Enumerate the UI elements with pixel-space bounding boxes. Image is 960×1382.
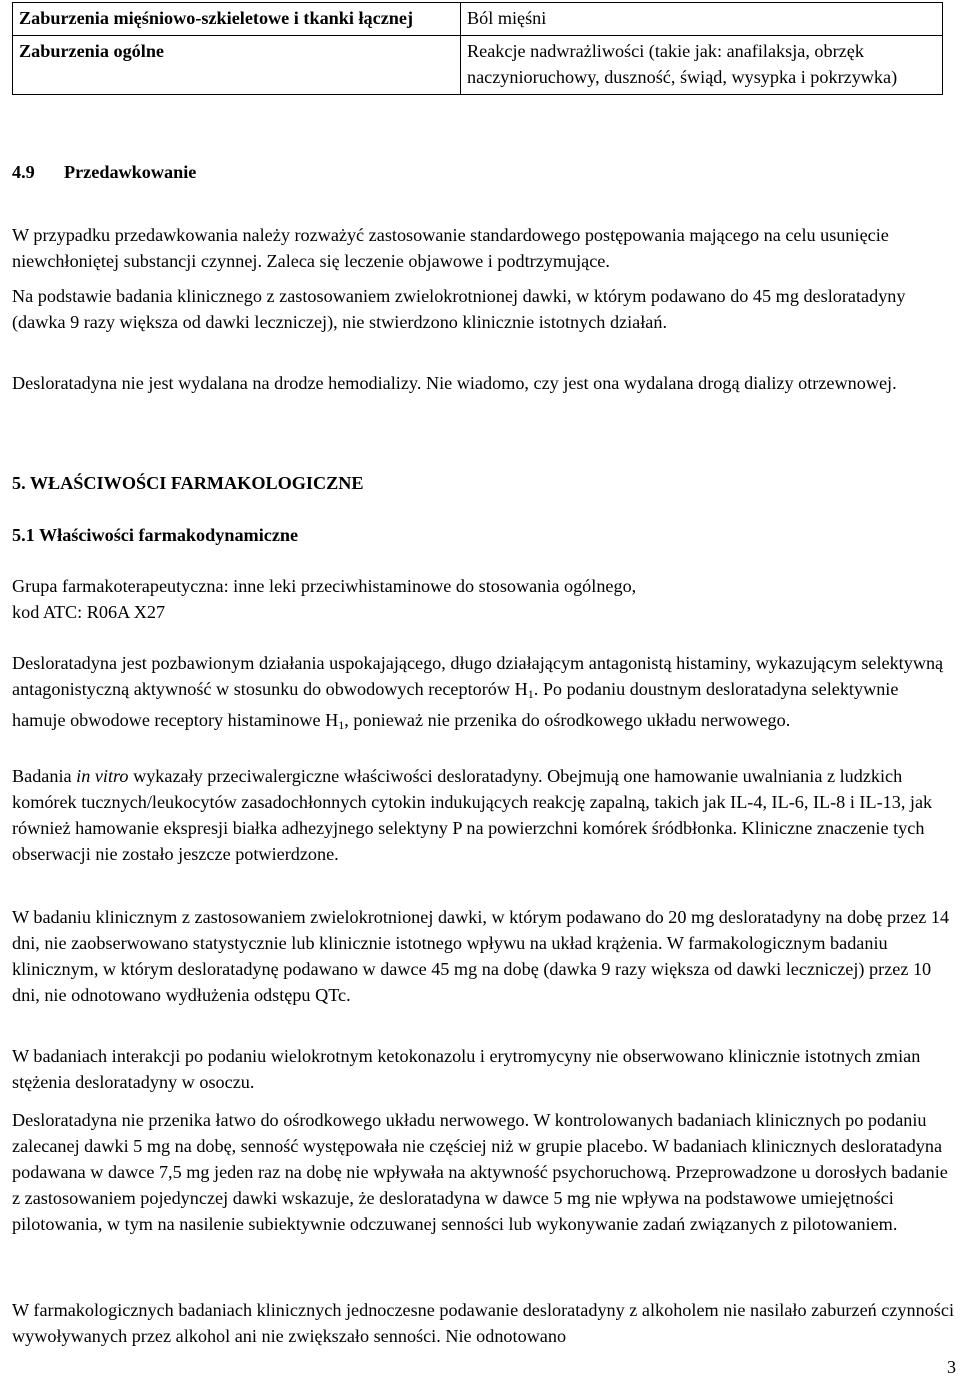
overdose-paragraph-2: Na podstawie badania klinicznego z zastosowaniem zwielokrotnionej dawki, w którym podawano do 45 mg desloratadyny (dawka 9 razy większa od dawki leczniczej), nie stwierdzono klinicznie istotnych działań. xyxy=(12,286,906,332)
section-title: Przedawkowanie xyxy=(64,162,197,182)
pd-paragraph-3: W badaniu klinicznym z zastosowaniem zwielokrotnionej dawki, w którym podawano do 20 mg desloratadyny na dobę przez 14 dni, nie zaobserwowano statystycznie lub klinicznie istotnego wpływu na układ krążenia. W farmakologicznym badaniu klinicznym, w którym desloratadynę podawano w dawce 45 mg na dobę (dawka 9 razy większa od dawki leczniczej) przez 10 dni, nie odnotowano wydłużenia odstępu QTc. xyxy=(12,907,950,1005)
section-5-heading: 5. WŁAŚCIWOŚCI FARMAKOLOGICZNE xyxy=(12,473,364,493)
table-row xyxy=(13,36,943,95)
text-run: , ponieważ nie przenika do ośrodkowego układu nerwowego. xyxy=(344,710,791,730)
overdose-paragraph-3: Desloratadyna nie jest wydalana na drodze hemodializy. Nie wiadomo, czy jest ona wydalana drogą dializy otrzewnowej. xyxy=(12,373,897,393)
group-line: Grupa farmakoterapeutyczna: inne leki przeciwhistaminowe do stosowania ogólnego, xyxy=(12,576,637,596)
page-number: 3 xyxy=(947,1357,956,1377)
table-cell-effect: Ból mięśni xyxy=(461,3,943,36)
text-run: . Po podaniu doustnym desloratadyna selektywnie hamuje obwodowe receptory histaminowe H xyxy=(12,679,899,730)
text-run: wykazały przeciwalergiczne właściwości desloratadyny. Obejmują one hamowanie uwalniania z ludzkich komórek tucznych/leukocytów zasadochłonnych cytokin indukujących reakcję zapalną, takich jak IL-4, IL-6, IL-8 i IL-13, jak również hamowanie ekspresji białka adhezyjnego selektyny P na powierzchni komórek śródbłonka. Kliniczne znaczenie tych obserwacji nie zostało jeszcze potwierdzone. xyxy=(12,766,933,864)
table-row xyxy=(13,3,943,36)
subscript: 1 xyxy=(338,718,345,732)
overdose-paragraph-1: W przypadku przedawkowania należy rozważyć zastosowanie standardowego postępowania mającego na celu usunięcie niewchłoniętej substancji czynnej. Zaleca się leczenie objawowe i podtrzymujące. xyxy=(12,225,889,271)
section-4-9-heading xyxy=(12,159,956,185)
pd-paragraph-2 xyxy=(12,763,956,867)
section-5-1-heading: 5.1 Właściwości farmakodynamiczne xyxy=(12,525,299,545)
pharmacotherapeutic-group xyxy=(12,573,956,625)
table-cell-effect: Reakcje nadwrażliwości (takie jak: anafilaksja, obrzęk naczynioruchowy, duszność, świąd, wysypka i pokrzywka) xyxy=(461,36,943,95)
pd-paragraph-1 xyxy=(12,650,956,738)
table-cell-category: Zaburzenia mięśniowo-szkieletowe i tkanki łącznej xyxy=(13,3,461,36)
pd-paragraph-5: Desloratadyna nie przenika łatwo do ośrodkowego układu nerwowego. W kontrolowanych badaniach klinicznych po podaniu zalecanej dawki 5 mg na dobę, senność występowała nie częściej niż w grupie placebo. W badaniach klinicznych desloratadyna podawana w dawce 7,5 mg jeden raz na dobę nie wpływała na aktywność psychoruchową. Przeprowadzone u dorosłych badanie z zastosowaniem pojedynczej dawki wskazuje, że desloratadyna w dawce 5 mg nie wpływa na podstawowe umiejętności pilotowania, w tym na nasilenie subiektywnie odczuwanej senności lub wykonywanie zadań związanych z pilotowaniem. xyxy=(12,1110,948,1234)
italic-text: in vitro xyxy=(76,766,129,786)
pd-paragraph-6: W farmakologicznych badaniach klinicznych jednoczesne podawanie desloratadyny z alkoholem nie nasilało zaburzeń czynności wywoływanych przez alkohol ani nie zwiększało senności. Nie odnotowano xyxy=(12,1300,955,1346)
adverse-effects-table xyxy=(12,2,943,95)
table-cell-category: Zaburzenia ogólne xyxy=(13,36,461,95)
atc-code-line: kod ATC: R06A X27 xyxy=(12,602,166,622)
text-run: Badania xyxy=(12,766,77,786)
section-number: 4.9 xyxy=(12,162,35,182)
text-run: Desloratadyna jest pozbawionym działania uspokajającego, długo działającym antagonistą histaminy, wykazującym selektywną antagonistyczną aktywność w stosunku do obwodowych receptorów H xyxy=(12,653,944,699)
pd-paragraph-4: W badaniach interakcji po podaniu wielokrotnym ketokonazolu i erytromycyny nie obserwowano klinicznie istotnych zmian stężenia desloratadyny w osoczu. xyxy=(12,1046,921,1092)
subscript: 1 xyxy=(527,687,534,701)
